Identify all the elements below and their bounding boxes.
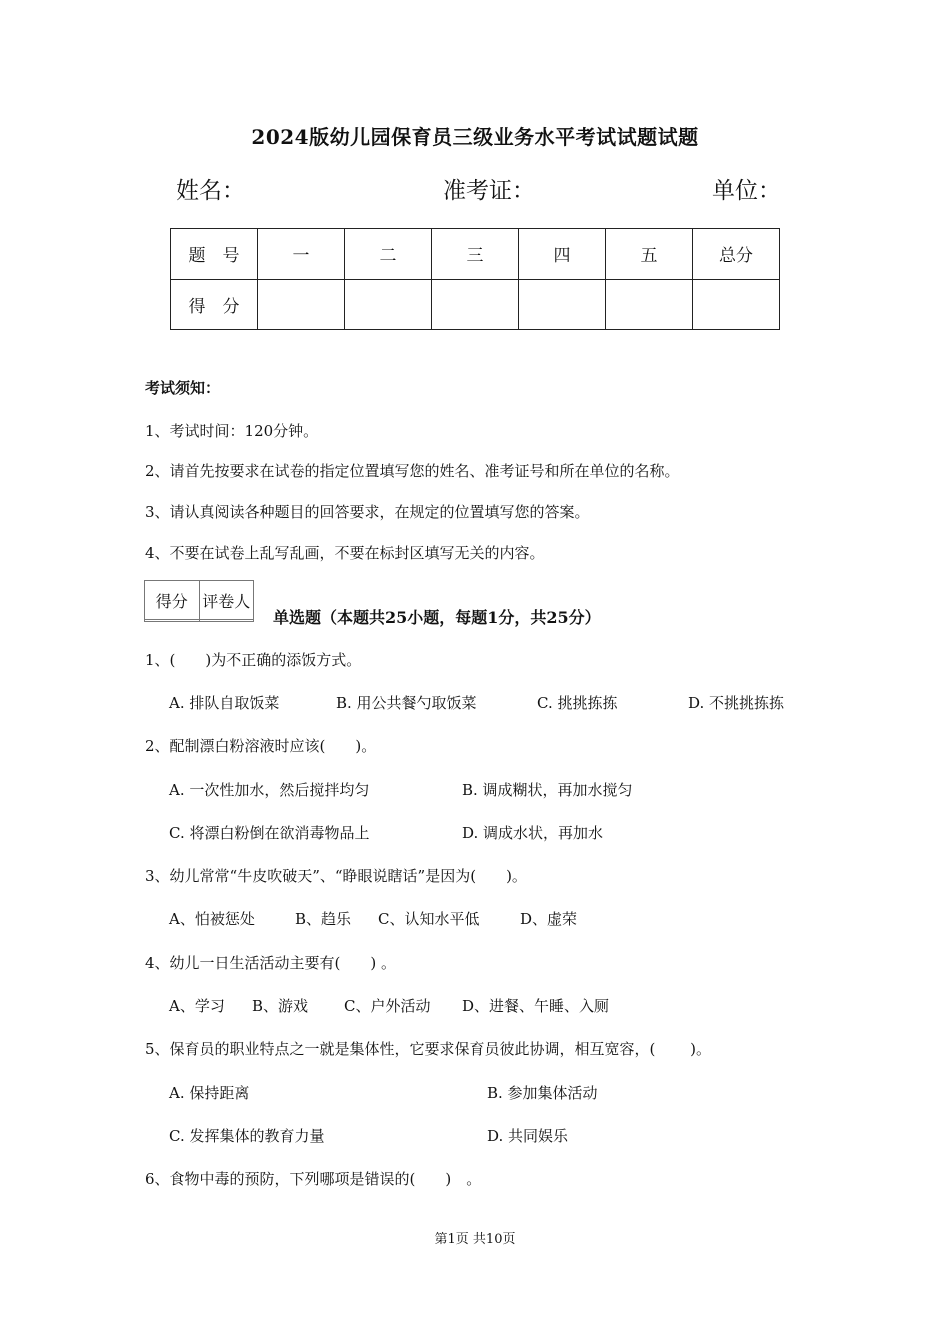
grader-name-label: 评卷人 — [199, 581, 254, 620]
score-header-cell: 一 — [258, 229, 345, 280]
option-c[interactable]: C. 将漂白粉倒在欲消毒物品上 — [169, 824, 370, 842]
exam-id-field-label: 准考证： — [443, 178, 535, 204]
notice-heading: 考试须知： — [145, 379, 221, 397]
notice-item: 2、请首先按要求在试卷的指定位置填写您的姓名、准考证号和所在单位的名称。 — [145, 462, 680, 480]
score-cell[interactable] — [693, 279, 780, 330]
score-cell[interactable] — [519, 279, 606, 330]
option-d[interactable]: D. 不挑挑拣拣 — [688, 694, 785, 712]
option-b[interactable]: B. 参加集体活动 — [487, 1084, 598, 1102]
name-field-label: 姓名： — [176, 178, 245, 204]
score-cell[interactable] — [432, 279, 519, 330]
option-a[interactable]: A. 排队自取饭菜 — [169, 694, 280, 712]
score-cell[interactable] — [258, 279, 345, 330]
option-b[interactable]: B. 用公共餐勺取饭菜 — [336, 694, 477, 712]
option-a[interactable]: A. 保持距离 — [169, 1084, 250, 1102]
option-a[interactable]: A、怕被惩处 — [169, 910, 255, 928]
score-header-cell: 三 — [432, 229, 519, 280]
score-table-score-row — [171, 279, 780, 330]
grader-box — [144, 580, 254, 622]
question-stem: 3、幼儿常常“牛皮吹破天”、“睁眼说瞎话”是因为( )。 — [145, 867, 527, 885]
option-d[interactable]: D. 共同娱乐 — [487, 1127, 569, 1145]
option-a[interactable]: A、学习 — [169, 997, 225, 1015]
score-cell[interactable] — [345, 279, 432, 330]
notice-item: 3、请认真阅读各种题目的回答要求，在规定的位置填写您的答案。 — [145, 503, 590, 521]
notice-item: 4、不要在试卷上乱写乱画，不要在标封区填写无关的内容。 — [145, 544, 545, 562]
grader-score-label: 得分 — [145, 581, 200, 620]
question-stem: 1、( )为不正确的添饭方式。 — [145, 651, 362, 669]
question-stem: 5、保育员的职业特点之一就是集体性，它要求保育员彼此协调，相互宽容，( )。 — [145, 1040, 712, 1058]
notice-item: 1、考试时间：120分钟。 — [145, 422, 319, 440]
question-stem: 6、食物中毒的预防，下列哪项是错误的( ) 。 — [145, 1170, 482, 1188]
option-b[interactable]: B、趋乐 — [295, 910, 352, 928]
score-header-cell: 总分 — [693, 229, 780, 280]
grader-name-cell[interactable] — [199, 620, 254, 622]
option-c[interactable]: C、认知水平低 — [378, 910, 480, 928]
option-d[interactable]: D. 调成水状，再加水 — [462, 824, 604, 842]
option-d[interactable]: D、进餐、午睡、入厕 — [462, 997, 610, 1015]
section-title: 单选题（本题共25小题，每题1分，共25分） — [273, 608, 601, 627]
option-c[interactable]: C. 挑挑拣拣 — [537, 694, 618, 712]
question-stem: 2、配制漂白粉溶液时应该( )。 — [145, 737, 377, 755]
score-table — [170, 228, 780, 330]
option-b[interactable]: B、游戏 — [252, 997, 309, 1015]
question-stem: 4、幼儿一日生活活动主要有( ) 。 — [145, 954, 397, 972]
score-header-cell: 二 — [345, 229, 432, 280]
grader-score-cell[interactable] — [145, 620, 200, 622]
option-b[interactable]: B. 调成糊状，再加水搅匀 — [462, 781, 633, 799]
option-a[interactable]: A. 一次性加水，然后搅拌均匀 — [169, 781, 370, 799]
score-row-label: 得 分 — [171, 279, 258, 330]
score-table-header-row — [171, 229, 780, 280]
unit-field-label: 单位： — [712, 178, 781, 204]
exam-title: 2024版幼儿园保育员三级业务水平考试试题试题 — [251, 125, 699, 149]
option-d[interactable]: D、虚荣 — [520, 910, 578, 928]
score-header-cell: 题 号 — [171, 229, 258, 280]
score-header-cell: 五 — [606, 229, 693, 280]
option-c[interactable]: C、户外活动 — [344, 997, 431, 1015]
score-header-cell: 四 — [519, 229, 606, 280]
page-footer: 第1页 共10页 — [434, 1232, 516, 1247]
score-cell[interactable] — [606, 279, 693, 330]
option-c[interactable]: C. 发挥集体的教育力量 — [169, 1127, 325, 1145]
